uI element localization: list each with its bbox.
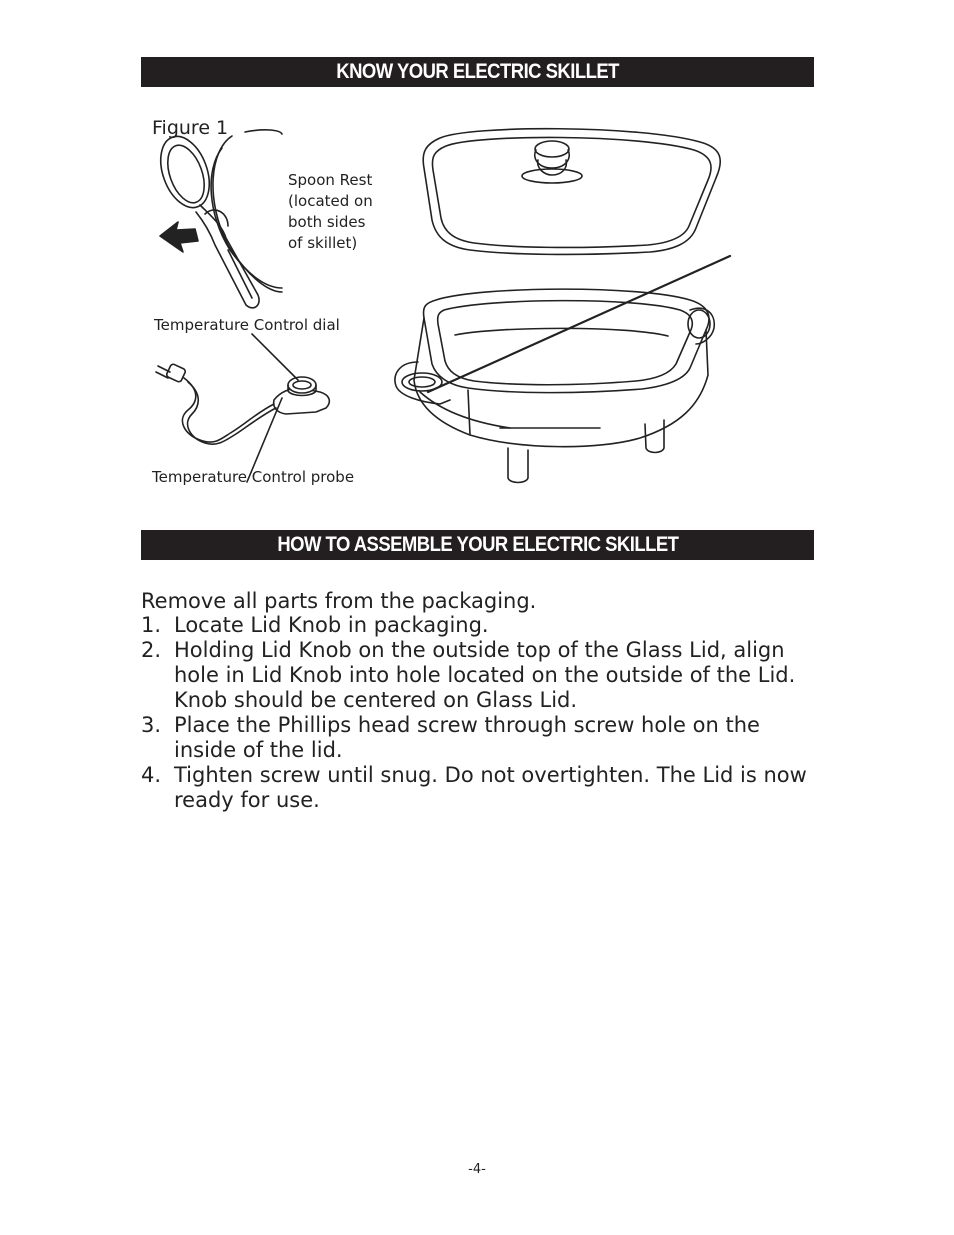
list-item [141, 638, 821, 713]
glass-lid-drawing [423, 129, 720, 255]
spoon-rest-inset [152, 130, 282, 308]
step-text: Tighten screw until snug. Do not overtighten. The Lid is now ready for use. [174, 763, 807, 812]
step-text: Place the Phillips head screw through screw hole on the inside of the lid. [174, 713, 760, 762]
list-item [141, 763, 821, 813]
list-item [141, 613, 821, 638]
page-number: -4- [468, 1162, 486, 1177]
figure-1-illustration [0, 0, 954, 520]
assembly-steps-list [141, 613, 821, 813]
spoon-rest-line: both sides [288, 213, 366, 231]
dial-leader-line [252, 334, 298, 380]
list-item [141, 713, 821, 763]
arrow-icon [160, 222, 198, 252]
spoon-rest-line: (located on [288, 192, 373, 210]
step-number: 1. [141, 613, 162, 637]
temperature-dial-label: Temperature Control dial [154, 316, 340, 334]
figure-label: Figure 1 [152, 117, 229, 139]
step-text: Locate Lid Knob in packaging. [174, 613, 489, 637]
temperature-control-probe-drawing [156, 363, 329, 444]
section-header-assemble-skillet [141, 530, 814, 560]
spoon-rest-line: Spoon Rest [288, 171, 373, 189]
section-title: KNOW YOUR ELECTRIC SKILLET [336, 60, 619, 83]
spoon-rest-line: of skillet) [288, 234, 358, 252]
step-number: 4. [141, 763, 162, 787]
step-number: 3. [141, 713, 162, 737]
temperature-probe-label: Temperature Control probe [152, 468, 355, 486]
step-number: 2. [141, 638, 162, 662]
step-text: Holding Lid Knob on the outside top of the Glass Lid, align hole in Lid Knob into hole located on the outside of the Lid. Knob should be centered on Glass Lid. [174, 638, 796, 712]
instructions-intro: Remove all parts from the packaging. [141, 589, 537, 613]
spoon-rest-leader-line [428, 256, 730, 392]
section-title: HOW TO ASSEMBLE YOUR ELECTRIC SKILLET [276, 533, 679, 556]
spoon-rest-label [288, 170, 398, 254]
